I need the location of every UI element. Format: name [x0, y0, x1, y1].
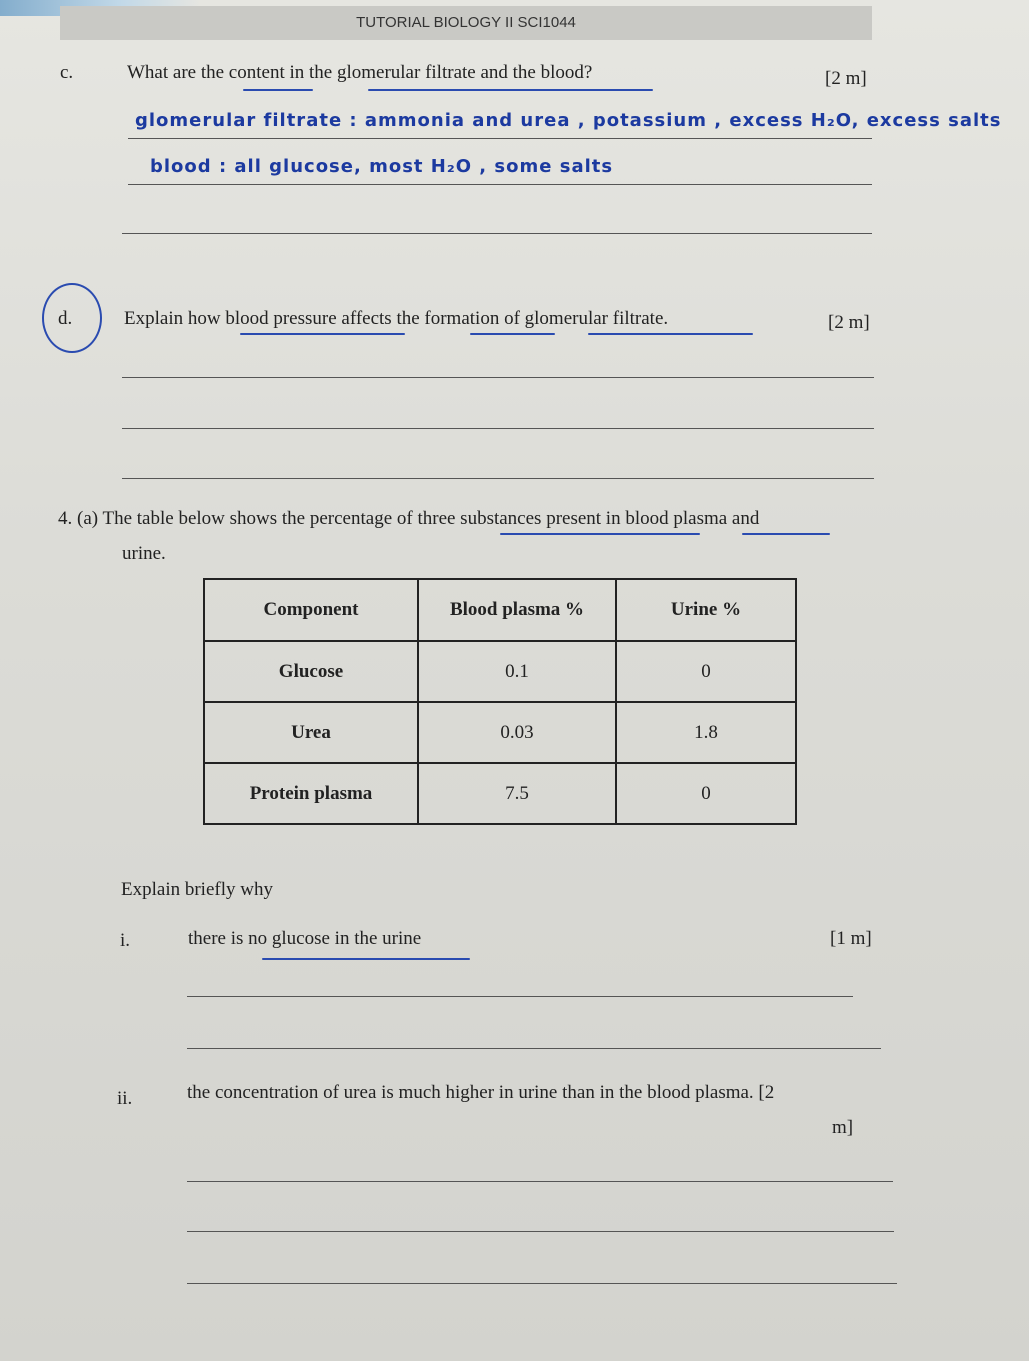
- sub-i-label: i.: [120, 930, 131, 951]
- question-d-marks: [2 m]: [828, 312, 870, 333]
- sub-i-text: there is no glucose in the urine: [188, 928, 422, 949]
- table-cell: 0: [616, 763, 796, 824]
- table-cell: 1.8: [616, 702, 796, 763]
- question-4-intro-line1: 4. (a) The table below shows the percentage of three substances present in blood plasma and: [58, 508, 760, 529]
- table-header: Blood plasma %: [418, 579, 616, 641]
- table-cell: 7.5: [418, 763, 616, 824]
- answer-line-c2: [128, 184, 872, 185]
- answer-line-i2: [187, 1048, 881, 1049]
- table-cell: Protein plasma: [204, 763, 418, 824]
- underline-blood-plasma: [742, 533, 830, 535]
- table-header-row: [204, 579, 796, 641]
- question-c-label: c.: [60, 62, 74, 83]
- substances-table: [203, 578, 797, 825]
- answer-line-d3: [122, 478, 874, 479]
- underline-formation: [470, 333, 555, 335]
- page-header: TUTORIAL BIOLOGY II SCI1044: [60, 6, 872, 40]
- table-header: Component: [204, 579, 418, 641]
- question-c-marks: [2 m]: [825, 68, 867, 89]
- answer-line-ii1: [187, 1181, 893, 1182]
- answer-line-d1: [122, 377, 874, 378]
- question-d-text: Explain how blood pressure affects the formation of glomerular filtrate.: [124, 308, 669, 329]
- table-header: Urine %: [616, 579, 796, 641]
- table-row: [204, 702, 796, 763]
- underline-glomerular-filtrate: [588, 333, 753, 335]
- explain-prompt: Explain briefly why: [121, 879, 273, 900]
- answer-c-line2: blood : all glucose, most H₂O , some salts: [150, 156, 614, 177]
- answer-line-i1: [187, 996, 853, 997]
- sub-ii-label: ii.: [117, 1088, 133, 1109]
- question-d-label: d.: [58, 308, 73, 329]
- underline-glomerular-blood: [368, 89, 653, 91]
- table-row: [204, 763, 796, 824]
- answer-line-c1: [128, 138, 872, 139]
- answer-line-ii3: [187, 1283, 897, 1284]
- sub-ii-marks-cont: m]: [832, 1117, 854, 1138]
- underline-no-glucose: [262, 958, 470, 960]
- table-cell: 0.1: [418, 641, 616, 702]
- question-c-text: What are the content in the glomerular filtrate and the blood?: [127, 62, 593, 83]
- question-4-intro-line2: urine.: [122, 543, 166, 564]
- sub-ii-text: the concentration of urea is much higher in urine than in the blood plasma. [2: [187, 1082, 775, 1103]
- answer-line-d2: [122, 428, 874, 429]
- table-cell: 0: [616, 641, 796, 702]
- answer-c-line1: glomerular filtrate : ammonia and urea , potassium , excess H₂O, excess salts: [135, 110, 1002, 131]
- table-cell: 0.03: [418, 702, 616, 763]
- answer-line-c3: [122, 233, 872, 234]
- underline-blood-pressure: [240, 333, 405, 335]
- table-cell: Urea: [204, 702, 418, 763]
- table-cell: Glucose: [204, 641, 418, 702]
- table-row: [204, 641, 796, 702]
- underline-three-substances: [500, 533, 700, 535]
- sub-i-marks: [1 m]: [830, 928, 872, 949]
- answer-line-ii2: [187, 1231, 894, 1232]
- underline-content: [243, 89, 313, 91]
